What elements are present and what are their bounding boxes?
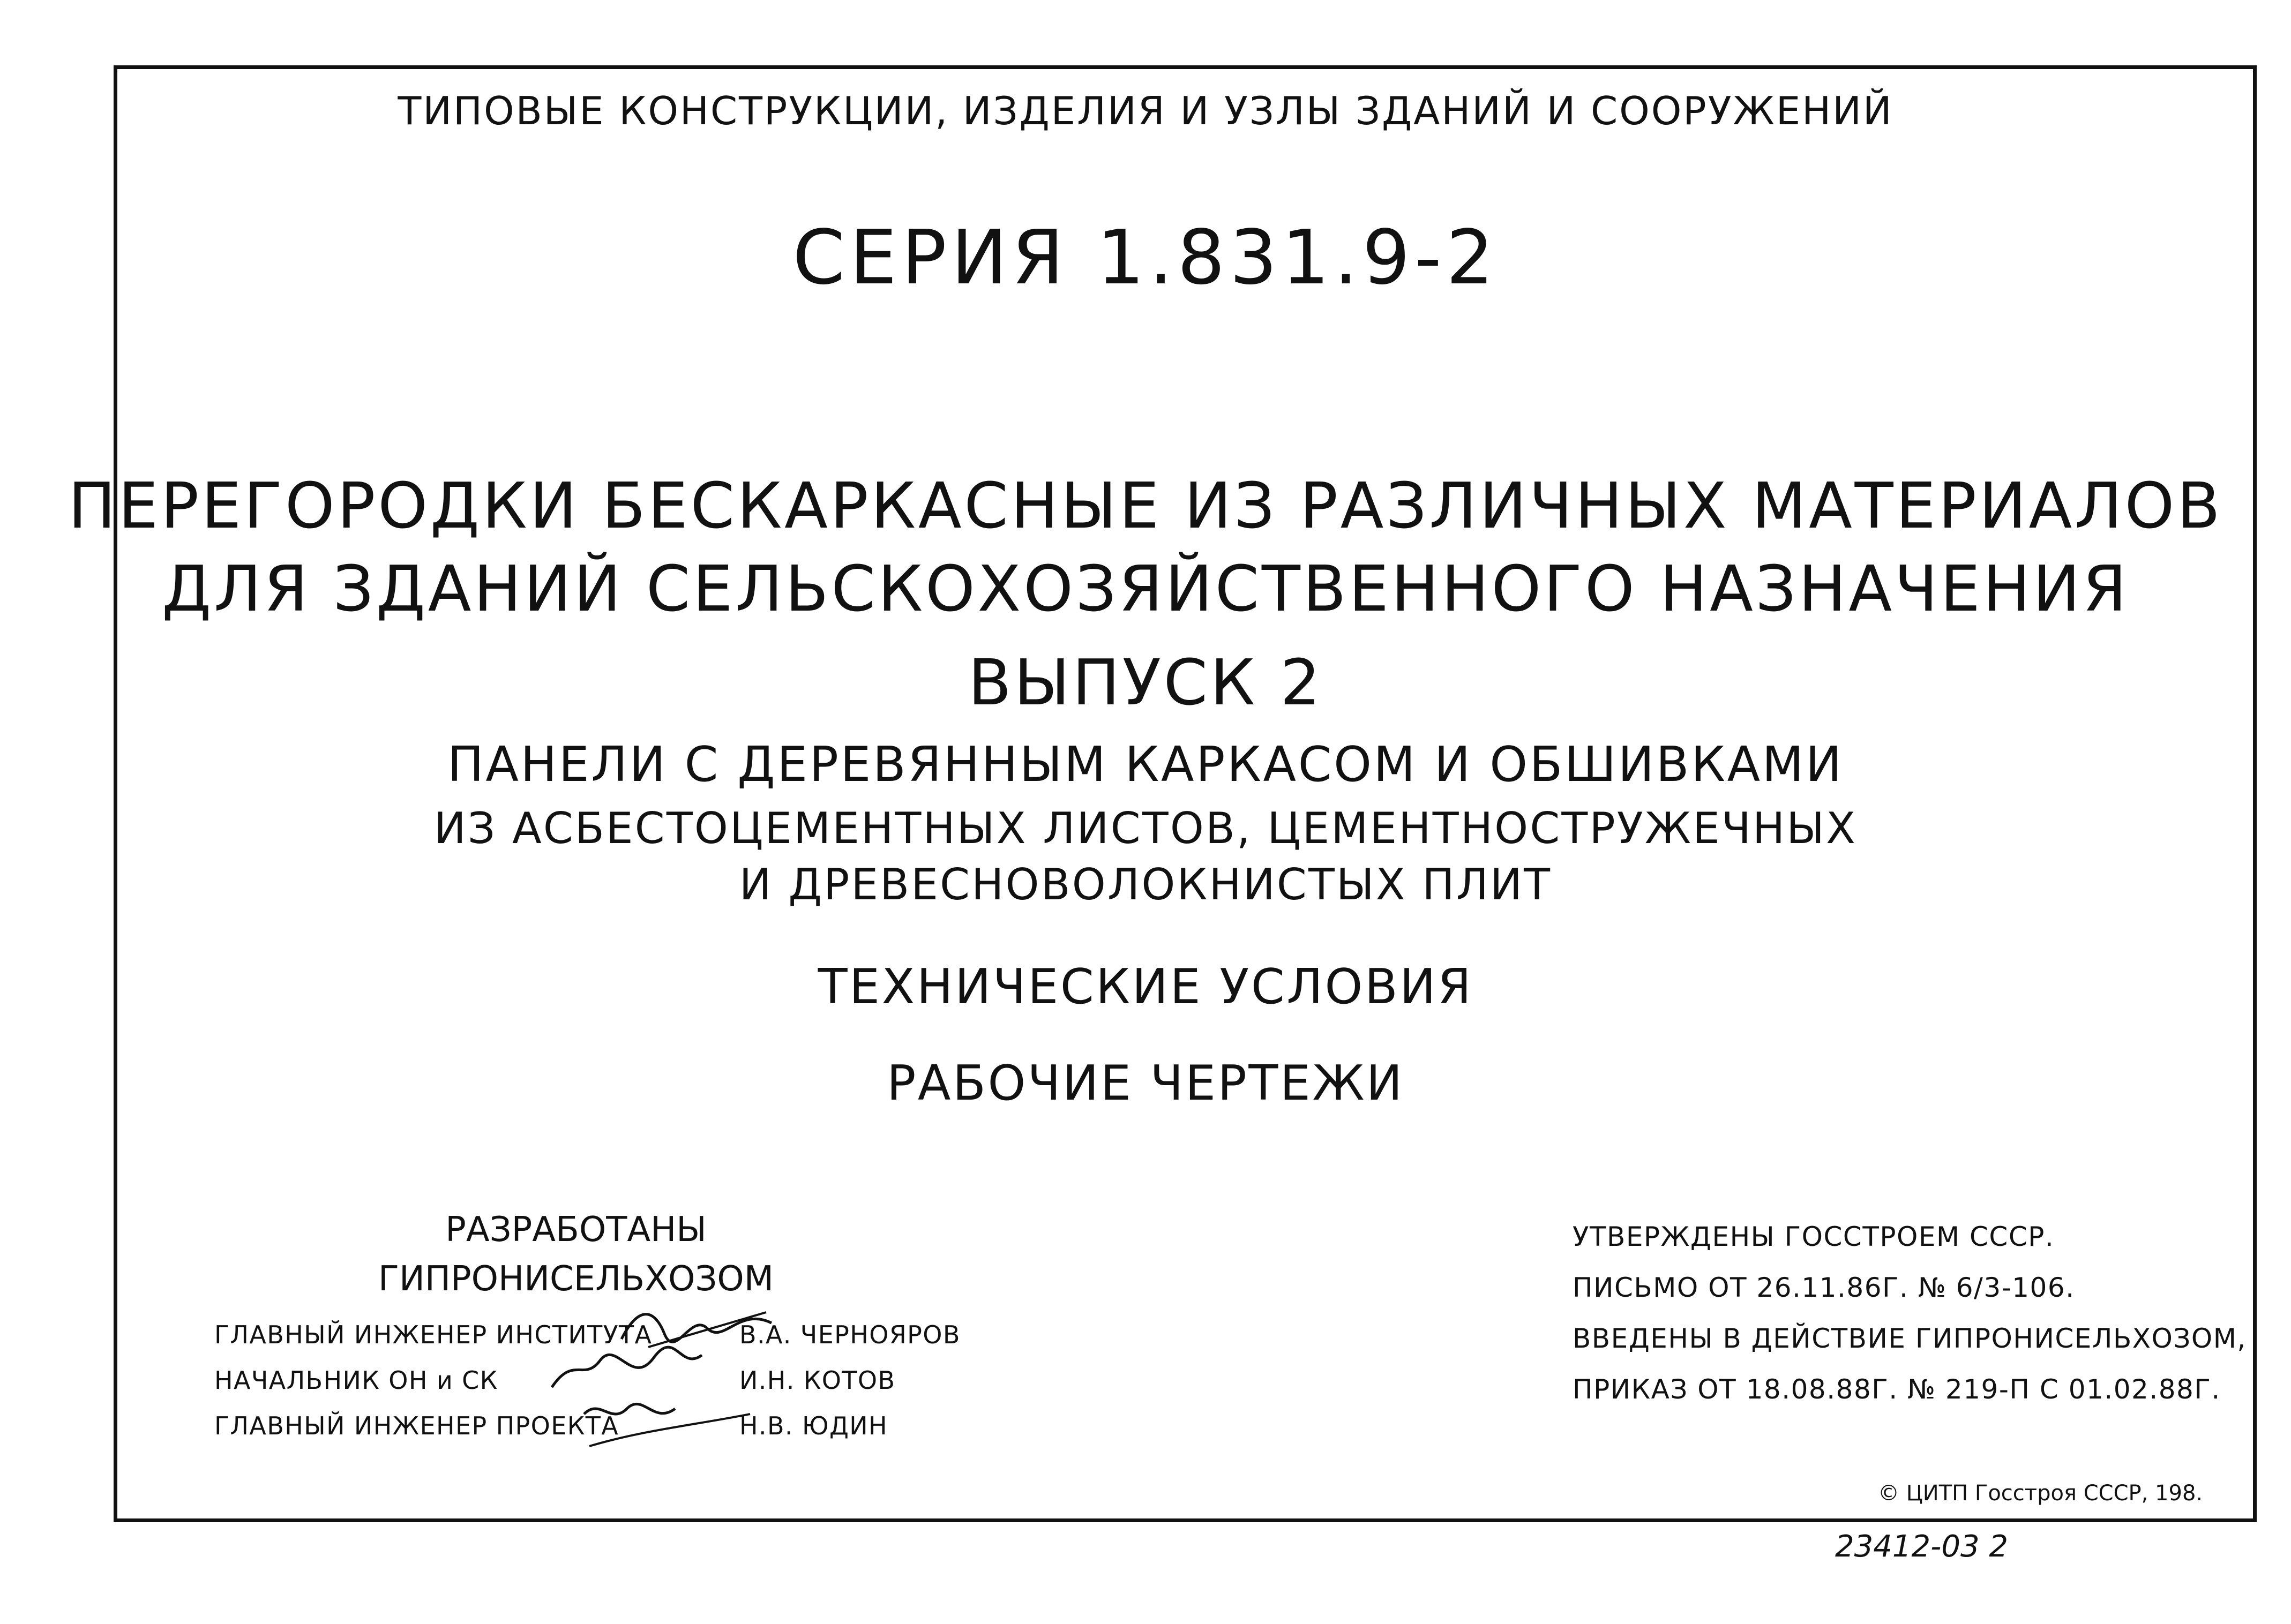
working-drawings: РАБОЧИЕ ЧЕРТЕЖИ: [887, 1055, 1404, 1111]
signatory-row: [214, 1411, 888, 1440]
developer-organization: ГИПРОНИСЕЛЬХОЗОМ: [378, 1259, 774, 1299]
main-title-line-1: ПЕРЕГОРОДКИ БЕСКАРКАСНЫЕ ИЗ РАЗЛИЧНЫХ МАТЕРИАЛОВ: [68, 469, 2223, 543]
subtitle-line-3: И ДРЕВЕСНОВОЛОКНИСТЫХ ПЛИТ: [739, 860, 1552, 909]
category-heading: ТИПОВЫЕ КОНСТРУКЦИИ, ИЗДЕЛИЯ И УЗЛЫ ЗДАНИЙ И СООРУЖЕНИЙ: [398, 88, 1893, 133]
inventory-number: 23412-03 2: [1835, 1529, 2009, 1564]
developed-by-block: [375, 1205, 777, 1304]
series-number: СЕРИЯ 1.831.9-2: [792, 214, 1499, 302]
approval-line-2: ПИСЬМО ОТ 26.11.86Г. № 6/3-106.: [1573, 1272, 2075, 1303]
main-title-line-2: ДЛЯ ЗДАНИЙ СЕЛЬСКОХОЗЯЙСТВЕННОГО НАЗНАЧЕНИЯ: [162, 552, 2129, 626]
developed-label: РАЗРАБОТАНЫ: [445, 1210, 707, 1250]
signature-kotov: [546, 1339, 707, 1398]
issue-number: ВЫПУСК 2: [968, 645, 1323, 719]
signatory-name: В.А. ЧЕРНОЯРОВ: [739, 1320, 961, 1349]
approval-line-3: ВВЕДЕНЫ В ДЕЙСТВИЕ ГИПРОНИСЕЛЬХОЗОМ,: [1573, 1323, 2247, 1354]
signatory-name: И.Н. КОТОВ: [739, 1366, 896, 1395]
subtitle-line-1: ПАНЕЛИ С ДЕРЕВЯННЫМ КАРКАСОМ И ОБШИВКАМИ: [447, 736, 1844, 793]
approval-line-1: УТВЕРЖДЕНЫ ГОССТРОЕМ СССР.: [1573, 1221, 2055, 1252]
technical-conditions: ТЕХНИЧЕСКИЕ УСЛОВИЯ: [818, 959, 1473, 1015]
signatory-name: Н.В. ЮДИН: [739, 1411, 888, 1440]
signature-yudin: [579, 1393, 755, 1457]
copyright-notice: © ЦИТП Госстроя СССР, 198.: [1878, 1481, 2203, 1506]
signatory-role: ГЛАВНЫЙ ИНЖЕНЕР ПРОЕКТА: [214, 1411, 619, 1440]
signatory-role: ГЛАВНЫЙ ИНЖЕНЕР ИНСТИТУТА: [214, 1320, 653, 1349]
approval-line-4: ПРИКАЗ ОТ 18.08.88Г. № 219-П С 01.02.88Г.: [1573, 1374, 2221, 1405]
subtitle-line-2: ИЗ АСБЕСТОЦЕМЕНТНЫХ ЛИСТОВ, ЦЕМЕНТНОСТРУЖЕЧНЫХ: [433, 803, 1858, 853]
signatory-role: НАЧАЛЬНИК ОН и СК: [214, 1366, 498, 1395]
